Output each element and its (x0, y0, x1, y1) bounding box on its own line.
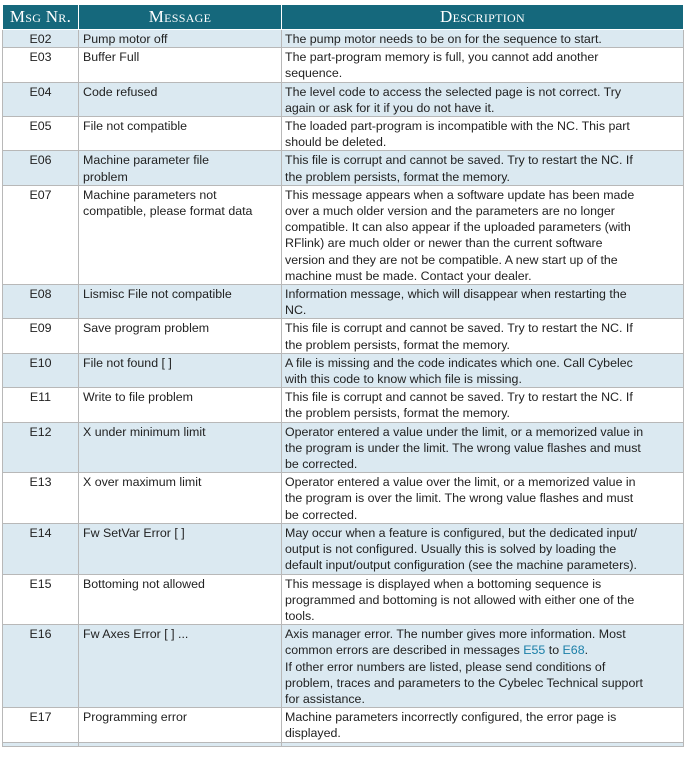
message-line: Code refused (83, 84, 158, 99)
error-code: E07 (3, 185, 79, 284)
description-line: default input/output configuration (see the machine parameters). (285, 558, 637, 573)
table-row (3, 151, 684, 185)
description-line: This file is corrupt and cannot be saved. Try to restart the NC. If (285, 321, 633, 336)
error-code: E10 (3, 353, 79, 387)
description-line: If other error numbers are listed, please send conditions of (285, 659, 606, 674)
error-code: E17 (3, 708, 79, 742)
error-message (79, 625, 282, 708)
error-code: E02 (3, 30, 79, 48)
error-code: E04 (3, 82, 79, 116)
description-line: again or ask for it if you do not have it. (285, 100, 495, 115)
description-line: The level code to access the selected page is not correct. Try (285, 84, 622, 99)
table-row (3, 319, 684, 353)
description-line: Axis manager error. The number gives more information. Most (285, 627, 626, 642)
table-row (3, 285, 684, 319)
header-message: Message (79, 5, 282, 30)
message-line: Fw Axes Error [ ] ... (83, 627, 189, 642)
description-line: with this code to know which file is missing. (285, 372, 522, 387)
description-line: the problem persists, format the memory. (285, 406, 510, 421)
table-row (3, 574, 684, 625)
header-description: Description (282, 5, 684, 30)
error-description (282, 48, 684, 82)
table-row (3, 48, 684, 82)
message-line: compatible, please format data (83, 204, 253, 219)
link-e55[interactable]: E55 (523, 643, 546, 658)
error-message (79, 388, 282, 422)
table-row (3, 422, 684, 473)
description-line: for assistance. (285, 691, 365, 706)
error-description (282, 185, 684, 284)
error-message (79, 285, 282, 319)
error-message (79, 185, 282, 284)
message-line: Bottoming not allowed (83, 576, 205, 591)
description-line: machine must be made. Contact your dealer. (285, 268, 532, 283)
description-line: be corrected. (285, 507, 358, 522)
description-line: The pump motor needs to be on for the sequence to start. (285, 32, 602, 46)
error-description (282, 285, 684, 319)
table-row-partial (3, 742, 684, 746)
error-code: E05 (3, 117, 79, 151)
description-line: over a much older version and the parameters are no longer (285, 204, 615, 219)
link-e68[interactable]: E68 (562, 643, 585, 658)
empty-cell (3, 742, 79, 746)
error-code: E11 (3, 388, 79, 422)
error-description (282, 30, 684, 48)
message-line: File not found [ ] (83, 355, 172, 370)
error-code: E13 (3, 473, 79, 524)
header-msg-nr: Msg Nr. (3, 5, 79, 30)
description-line: the program is under the limit. The wrong value flashes and must (285, 440, 641, 455)
description-line: problem, traces and parameters to the Cybelec Technical support (285, 675, 643, 690)
description-line: the problem persists, format the memory. (285, 337, 510, 352)
message-line: Pump motor off (83, 32, 168, 46)
error-code: E15 (3, 574, 79, 625)
description-line: This message appears when a software update has been made (285, 187, 635, 202)
error-message (79, 523, 282, 574)
table-row (3, 353, 684, 387)
error-message (79, 82, 282, 116)
description-line: the program is over the limit. The wrong value flashes and must (285, 491, 634, 506)
description-line: the problem persists, format the memory. (285, 169, 510, 184)
description-text: . (584, 643, 589, 658)
message-line: File not compatible (83, 119, 187, 134)
description-text: common errors are described in messages (285, 643, 524, 658)
description-line: Machine parameters incorrectly configured, the error page is (285, 710, 617, 725)
error-description (282, 422, 684, 473)
error-description (282, 117, 684, 151)
description-line: NC. (285, 303, 307, 318)
table-row (3, 117, 684, 151)
message-line: X over maximum limit (83, 475, 202, 490)
table-row (3, 625, 684, 708)
error-message (79, 422, 282, 473)
description-line: Operator entered a value over the limit, or a memorized value in (285, 475, 636, 490)
error-description (282, 82, 684, 116)
error-description (282, 319, 684, 353)
description-line: version and they are not be compatible. A new start up of the (285, 252, 618, 267)
error-message (79, 151, 282, 185)
description-text: to (545, 643, 563, 658)
description-line: The loaded part-program is incompatible with the NC. This part (285, 119, 630, 134)
description-line: This message is displayed when a bottoming sequence is (285, 576, 602, 591)
description-line: RFlink) are much older or newer than the current software (285, 236, 603, 251)
error-code: E03 (3, 48, 79, 82)
error-description (282, 625, 684, 708)
description-line: output is not configured. Usually this is solved by loading the (285, 542, 617, 557)
description-line (285, 642, 680, 658)
table-body (3, 30, 684, 747)
message-line: Buffer Full (83, 50, 140, 65)
error-code: E09 (3, 319, 79, 353)
error-description (282, 353, 684, 387)
error-message (79, 48, 282, 82)
table-row (3, 185, 684, 284)
description-line: sequence. (285, 66, 343, 81)
error-description (282, 574, 684, 625)
description-line: compatible. It can also appear if the uploaded parameters (with (285, 220, 631, 235)
message-line: X under minimum limit (83, 424, 206, 439)
empty-cell (282, 742, 684, 746)
table-row (3, 708, 684, 742)
error-message (79, 353, 282, 387)
error-description (282, 708, 684, 742)
description-line: May occur when a feature is configured, but the dedicated input/ (285, 525, 637, 540)
description-line: This file is corrupt and cannot be saved. Try to restart the NC. If (285, 390, 633, 405)
description-line: displayed. (285, 726, 341, 741)
empty-cell (79, 742, 282, 746)
error-message (79, 574, 282, 625)
table-row (3, 473, 684, 524)
error-messages-table (2, 4, 684, 747)
description-line: programmed and bottoming is not allowed with either one of the (285, 592, 635, 607)
table-row (3, 82, 684, 116)
message-line: Machine parameter file (83, 153, 210, 168)
table-row (3, 523, 684, 574)
description-line: A file is missing and the code indicates which one. Call Cybelec (285, 355, 633, 370)
message-line: Programming error (83, 710, 187, 725)
error-message (79, 319, 282, 353)
description-line: should be deleted. (285, 135, 387, 150)
message-line: Lismisc File not compatible (83, 287, 232, 302)
error-description (282, 523, 684, 574)
description-line: be corrected. (285, 457, 358, 472)
error-message (79, 708, 282, 742)
error-description (282, 473, 684, 524)
error-code: E06 (3, 151, 79, 185)
description-line: This file is corrupt and cannot be saved. Try to restart the NC. If (285, 153, 633, 168)
table-row (3, 388, 684, 422)
description-line: Information message, which will disappear when restarting the (285, 287, 627, 302)
description-line: The part-program memory is full, you cannot add another (285, 50, 599, 65)
table-header (3, 5, 684, 30)
error-code: E14 (3, 523, 79, 574)
message-line: Machine parameters not (83, 187, 217, 202)
message-line: problem (83, 169, 128, 184)
message-line: Write to file problem (83, 390, 193, 405)
error-description (282, 151, 684, 185)
error-message (79, 473, 282, 524)
error-code: E12 (3, 422, 79, 473)
error-description (282, 388, 684, 422)
message-line: Fw SetVar Error [ ] (83, 525, 185, 540)
message-line: Save program problem (83, 321, 210, 336)
description-line: tools. (285, 608, 315, 623)
table-row (3, 30, 684, 48)
error-message (79, 117, 282, 151)
error-code: E08 (3, 285, 79, 319)
error-message (79, 30, 282, 48)
error-code: E16 (3, 625, 79, 708)
description-line: Operator entered a value under the limit, or a memorized value in (285, 424, 644, 439)
